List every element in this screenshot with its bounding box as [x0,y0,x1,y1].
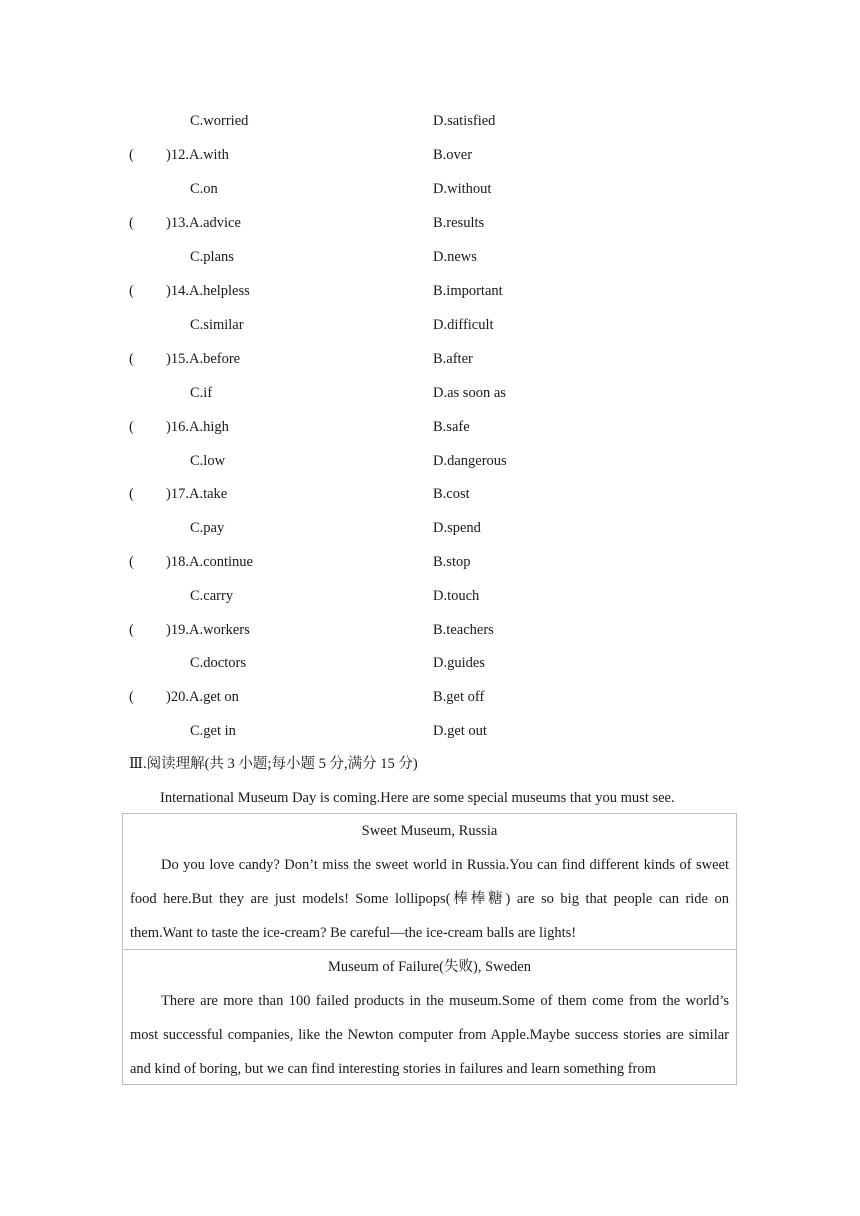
option-d: D.get out [433,723,487,739]
question-number-option-a: )18.A.continue [166,554,253,570]
option-b: B.results [433,215,485,231]
answer-paren-open: ( [129,215,134,231]
question-number-option-a: )13.A.advice [166,215,241,231]
question-13-options-ab [0,206,860,240]
question-18-options-ab [0,545,860,579]
answer-paren-open: ( [129,622,134,638]
museum-description: Do you love candy? Don’t miss the sweet world in Russia.You can find different kinds of sweet food here.But they are just models! Some lollipops(棒棒糖) are so big that people can ride on them.Want to taste the ice-cream? Be careful—the ice-cream balls are lights! [130,857,729,941]
question-17-options-ab [0,477,860,511]
option-c: C.if [190,385,213,401]
option-c: C.similar [190,317,244,333]
answer-paren-open: ( [129,689,134,705]
option-d: D.as soon as [433,385,506,401]
option-d: D.difficult [433,317,494,333]
museum-description: There are more than 100 failed products in the museum.Some of them come from the world’s most successful companies, like the Newton computer from Apple.Maybe success stories are similar and kind of boring, but we can find interesting stories in failures and learn something from [130,993,729,1077]
answer-paren-open: ( [129,283,134,299]
option-c: C.plans [190,249,234,265]
question-13-options-cd [0,240,860,274]
question-number-option-a: )16.A.high [166,419,229,435]
question-number-option-a: )19.A.workers [166,622,250,638]
option-c: C.carry [190,588,234,604]
question-20-options-cd [0,714,860,748]
option-d: D.without [433,181,492,197]
answer-paren-open: ( [129,486,134,502]
museum-cell [123,950,736,1086]
option-c: C.get in [190,723,236,739]
option-c: C.low [190,453,226,469]
question-14-options-cd [0,308,860,342]
option-b: B.important [433,283,503,299]
answer-paren-open: ( [129,147,134,163]
option-c: C.worried [190,113,249,129]
option-c: C.on [190,181,218,197]
section-heading: Ⅲ.阅读理解(共 3 小题;每小题 5 分,满分 15 分) [129,756,418,772]
answer-paren-open: ( [129,419,134,435]
question-number-option-a: )14.A.helpless [166,283,250,299]
question-12-options-ab [0,138,860,172]
question-17-options-cd [0,511,860,545]
option-b: B.stop [433,554,471,570]
option-c: C.pay [190,520,225,536]
option-b: B.safe [433,419,470,435]
option-b: B.teachers [433,622,494,638]
option-d: D.touch [433,588,480,604]
option-b: B.after [433,351,473,367]
option-b: B.cost [433,486,470,502]
question-16-options-ab [0,410,860,444]
question-number-option-a: )20.A.get on [166,689,239,705]
museum-table [122,813,737,1085]
reading-intro: International Museum Day is coming.Here are some special museums that you must see. [160,790,675,806]
question-18-options-cd [0,579,860,613]
museum-title: Museum of Failure(失败), Sweden [328,959,531,975]
question-19-options-ab [0,613,860,647]
question-number-option-a: )15.A.before [166,351,241,367]
museum-title: Sweet Museum, Russia [361,823,498,839]
question-15-options-ab [0,342,860,376]
question-12-options-cd [0,172,860,206]
answer-paren-open: ( [129,351,134,367]
option-c: C.doctors [190,655,246,671]
question-19-options-cd [0,646,860,680]
option-b: B.get off [433,689,485,705]
museum-cell [123,814,736,950]
question-16-options-cd [0,444,860,478]
question-20-options-ab [0,680,860,714]
option-d: D.satisfied [433,113,496,129]
option-b: B.over [433,147,473,163]
question-number-option-a: )17.A.take [166,486,228,502]
option-d: D.dangerous [433,453,507,469]
question-11-options-cd [0,104,860,138]
question-number-option-a: )12.A.with [166,147,229,163]
question-14-options-ab [0,274,860,308]
option-d: D.guides [433,655,485,671]
question-15-options-cd [0,376,860,410]
option-d: D.news [433,249,477,265]
answer-paren-open: ( [129,554,134,570]
option-d: D.spend [433,520,481,536]
